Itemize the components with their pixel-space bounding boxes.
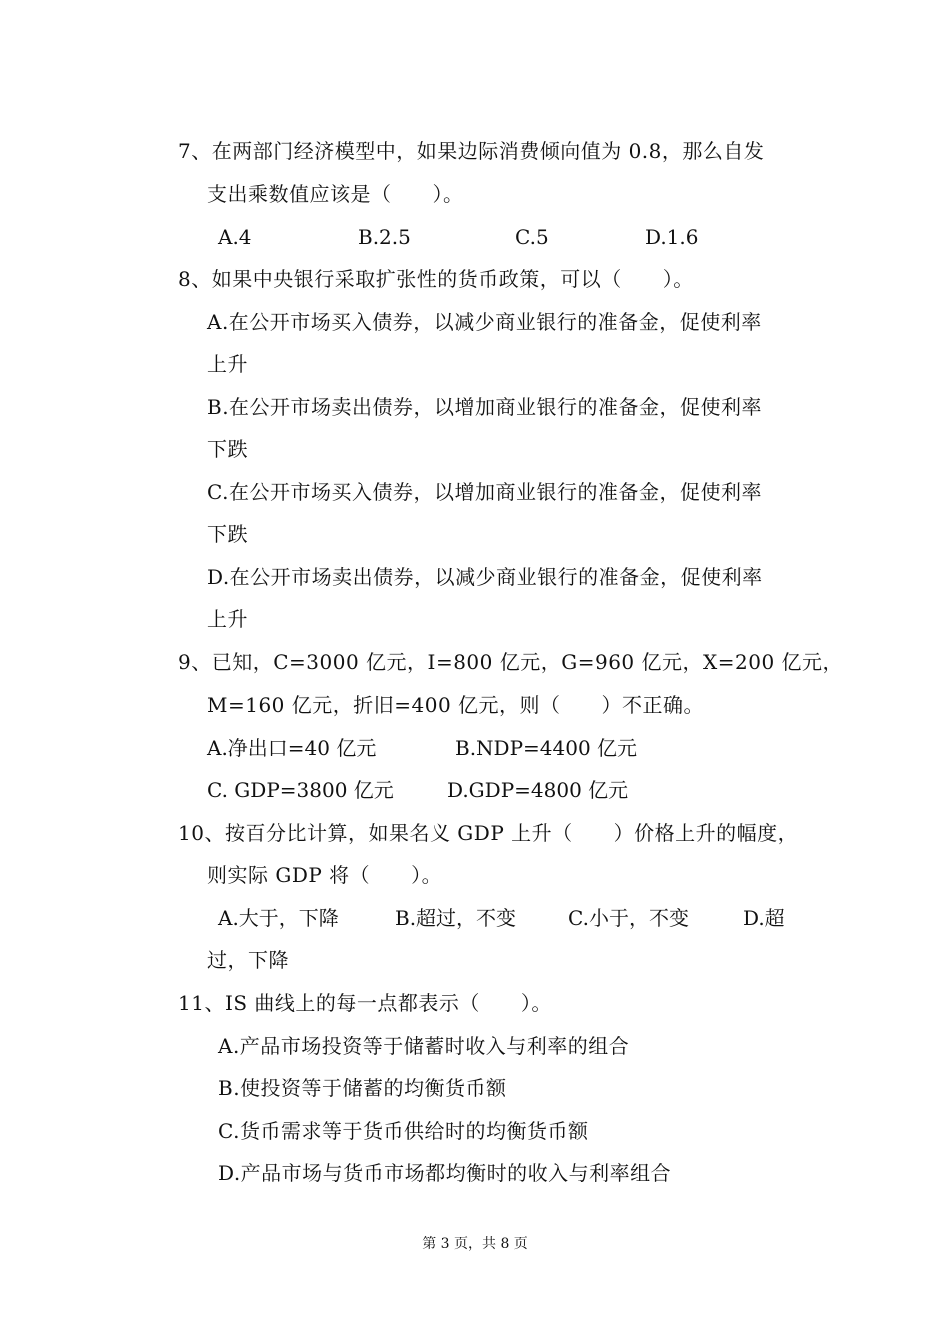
q10-option-d-cont: 过，下降: [207, 948, 289, 972]
page-number-footer: 第 3 页，共 8 页: [422, 1236, 528, 1252]
q10-options-row1: [0, 904, 950, 932]
q10-option-c: C.小于，不变: [568, 906, 689, 930]
q8-option-d-line2: 上升: [207, 607, 248, 631]
q8-option-b-line1: B.在公开市场卖出债券，以增加商业银行的准备金，促使利率: [207, 395, 763, 419]
q7-option-b: B.2.5: [358, 225, 411, 249]
q8-option-a-line1: A.在公开市场买入债券，以减少商业银行的准备金，促使利率: [207, 310, 762, 334]
q8-option-a-line2: 上升: [207, 352, 248, 376]
q9-stem-line1: 9、已知，C=3000 亿元，I=800 亿元，G=960 亿元，X=200 亿元，: [178, 650, 844, 674]
q7-options: [0, 223, 950, 251]
q11-option-d: D.产品市场与货币市场都均衡时的收入与利率组合: [218, 1161, 672, 1185]
q9-options-row1: [0, 734, 950, 762]
q9-option-d: D.GDP=4800 亿元: [447, 778, 629, 802]
q10-option-a: A.大于，下降: [218, 906, 339, 930]
q10-option-b: B.超过，不变: [395, 906, 517, 930]
q11-option-c: C.货币需求等于货币供给时的均衡货币额: [218, 1119, 589, 1143]
q7-option-d: D.1.6: [645, 225, 699, 249]
q8-option-b-line2: 下跌: [207, 437, 248, 461]
q8-option-c-line2: 下跌: [207, 522, 248, 546]
q9-option-b: B.NDP=4400 亿元: [455, 736, 638, 760]
q9-option-c: C. GDP=3800 亿元: [207, 778, 394, 802]
q11-option-b: B.使投资等于储蓄的均衡货币额: [218, 1076, 507, 1100]
q7-stem-line2: 支出乘数值应该是（ ）。: [207, 182, 464, 206]
q9-option-a: A.净出口=40 亿元: [207, 736, 377, 760]
q10-stem-line2: 则实际 GDP 将（ ）。: [207, 863, 443, 887]
q10-option-d: D.超: [743, 906, 785, 930]
q7-stem-line1: 7、在两部门经济模型中，如果边际消费倾向值为 0.8，那么自发: [178, 139, 765, 163]
q8-option-d-line1: D.在公开市场卖出债券，以减少商业银行的准备金，促使利率: [207, 565, 763, 589]
q8-option-c-line1: C.在公开市场买入债券，以增加商业银行的准备金，促使利率: [207, 480, 762, 504]
q7-option-c: C.5: [515, 225, 549, 249]
q11-stem-line1: 11、IS 曲线上的每一点都表示（ ）。: [178, 991, 552, 1015]
q9-options-row2: [0, 776, 950, 804]
q11-option-a: A.产品市场投资等于储蓄时收入与利率的组合: [218, 1034, 630, 1058]
q9-stem-line2: M=160 亿元，折旧=400 亿元，则（ ）不正确。: [207, 693, 705, 717]
q7-option-a: A.4: [218, 225, 252, 249]
q8-stem-line1: 8、如果中央银行采取扩张性的货币政策，可以（ ）。: [178, 267, 694, 291]
q10-stem-line1: 10、按百分比计算，如果名义 GDP 上升（ ）价格上升的幅度，: [178, 821, 799, 845]
